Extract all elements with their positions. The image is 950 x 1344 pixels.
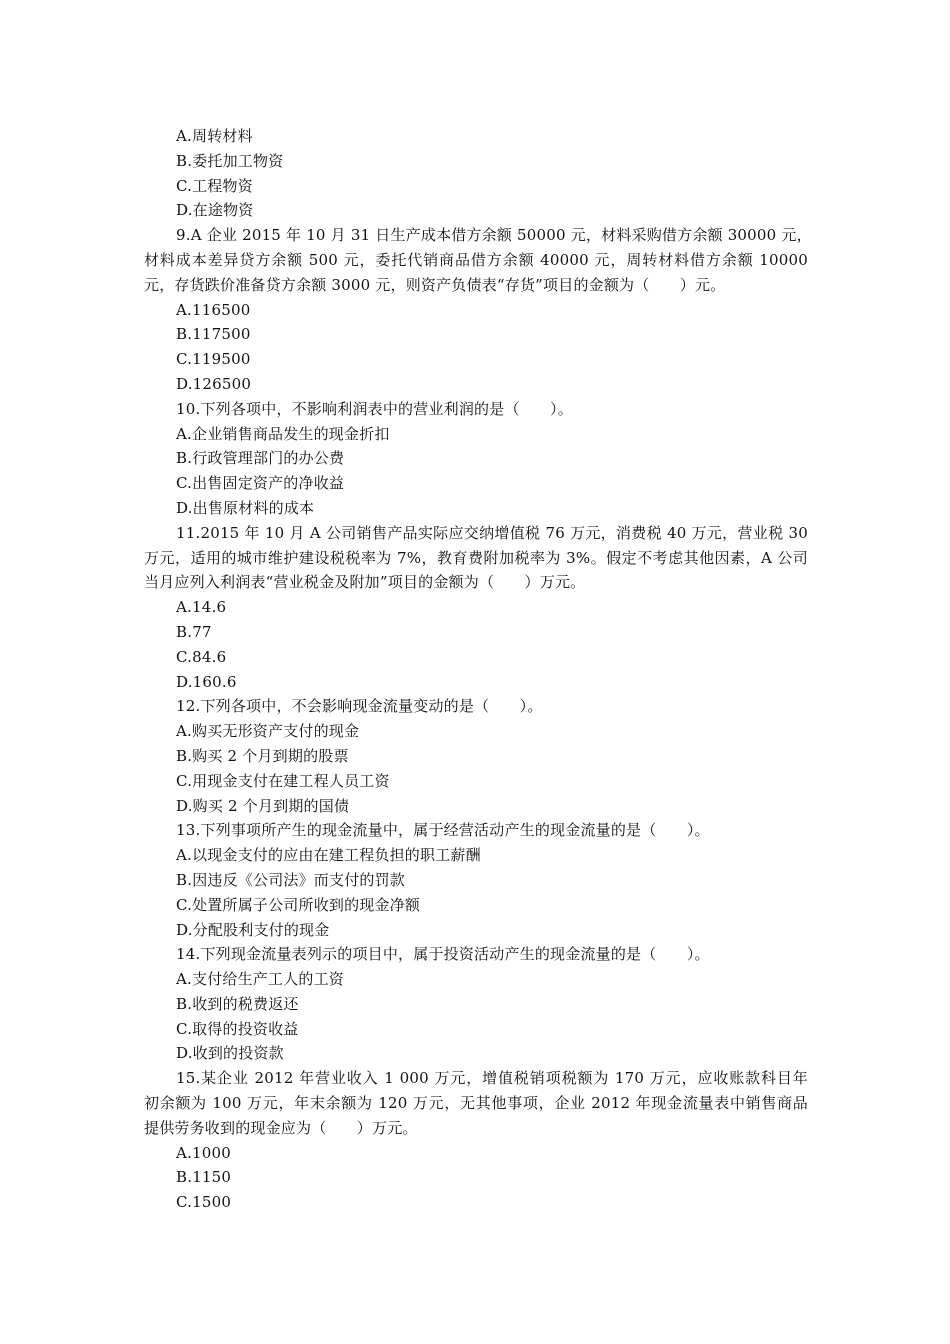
question-stem-continuation: 元，存货跌价准备贷方余额 3000 元，则资产负债表“存货”项目的金额为（ ）元。 [144,275,726,294]
answer-option: C.用现金支付在建工程人员工资 [176,771,390,790]
answer-option: B.因违反《公司法》而支付的罚款 [176,870,405,889]
answer-option: C.工程物资 [176,176,253,195]
question-stem: 10.下列各项中，不影响利润表中的营业利润的是（ ）。 [176,399,573,418]
answer-option: B.购买 2 个月到期的股票 [176,746,349,765]
question-stem: 12.下列各项中，不会影响现金流量变动的是（ ）。 [176,697,543,716]
question-stem: 14.下列现金流量表列示的项目中，属于投资活动产生的现金流量的是（ ）。 [176,945,710,964]
question-stem: 11.2015 年 10 月 A 公司销售产品实际应交纳增值税 76 万元，消费税 40 万元，营业税 30 [176,523,808,542]
answer-option: D.160.6 [176,672,237,691]
answer-option: D.在途物资 [176,201,254,220]
answer-option: C.1500 [176,1193,232,1212]
question-stem-continuation: 万元，适用的城市维护建设税税率为 7%，教育费附加税率为 3%。假定不考虑其他因素，A 公司 [144,548,808,567]
answer-option: C.取得的投资收益 [176,1019,299,1038]
answer-option: A.支付给生产工人的工资 [176,970,345,989]
answer-option: B.77 [176,622,212,641]
answer-option: D.126500 [176,374,252,393]
question-stem-continuation: 初余额为 100 万元，年末余额为 120 万元，无其他事项，企业 2012 年现金流量表中销售商品 [144,1094,808,1113]
answer-option: A.116500 [176,300,251,319]
answer-option: C.119500 [176,350,251,369]
answer-option: C.处置所属子公司所收到的现金净额 [176,895,421,914]
answer-option: B.1150 [176,1168,232,1187]
question-stem: 13.下列事项所产生的现金流量中，属于经营活动产生的现金流量的是（ ）。 [176,821,710,840]
answer-option: B.委托加工物资 [176,151,284,170]
answer-option: D.出售原材料的成本 [176,498,315,517]
question-stem-continuation: 当月应列入利润表“营业税金及附加”项目的金额为（ ）万元。 [144,573,586,592]
document-page [0,124,950,1215]
question-stem: 15.某企业 2012 年营业收入 1 000 万元，增值税销项税额为 170 万元，应收账款科目年 [176,1069,808,1088]
answer-option: D.收到的投资款 [176,1044,284,1063]
question-stem-continuation: 材料成本差异贷方余额 500 元，委托代销商品借方余额 40000 元，周转材料借方余额 10000 [144,250,808,269]
answer-option: C.出售固定资产的净收益 [176,474,345,493]
answer-option: D.分配股利支付的现金 [176,920,330,939]
answer-option: C.84.6 [176,647,227,666]
answer-option: B.117500 [176,325,251,344]
answer-option: A.购买无形资产支付的现金 [176,722,360,741]
question-stem-continuation: 提供劳务收到的现金应为（ ）万元。 [144,1118,418,1137]
question-stem: 9.A 企业 2015 年 10 月 31 日生产成本借方余额 50000 元，材料采购借方余额 30000 元， [176,226,812,245]
answer-option: A.周转材料 [176,127,253,145]
answer-option: A.14.6 [176,598,227,617]
answer-option: A.以现金支付的应由在建工程负担的职工薪酬 [176,846,481,865]
answer-option: A.1000 [176,1143,231,1162]
answer-option: B.收到的税费返还 [176,994,299,1013]
answer-option: B.行政管理部门的办公费 [176,449,345,468]
answer-option: A.企业销售商品发生的现金折扣 [176,424,390,443]
answer-option: D.购买 2 个月到期的国债 [176,796,350,815]
